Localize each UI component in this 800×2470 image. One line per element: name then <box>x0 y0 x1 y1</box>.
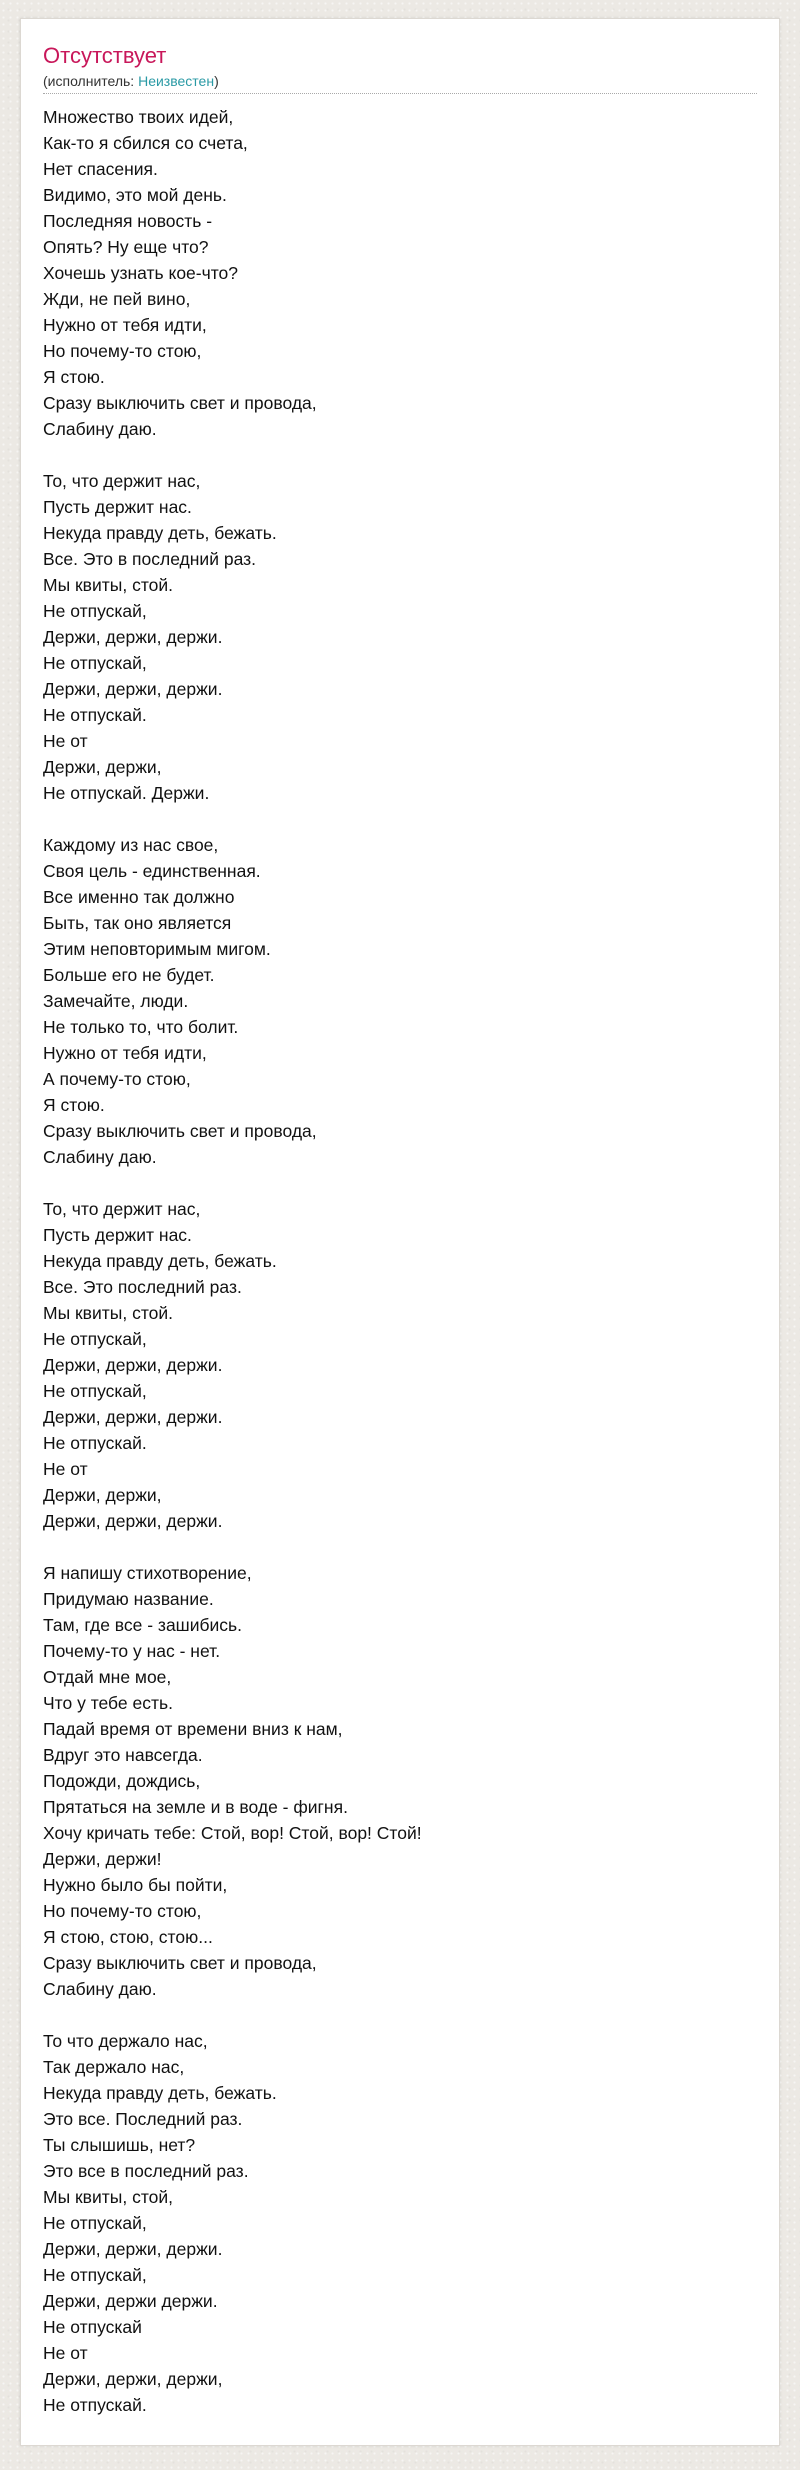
lyric-line: Но почему-то стою, <box>43 341 202 361</box>
byline-suffix: ) <box>214 73 219 89</box>
lyric-line: Как-то я сбился со счета, <box>43 133 248 153</box>
lyric-line: Держи, держи, держи. <box>43 627 223 647</box>
lyric-line: Но почему-то стою, <box>43 1901 202 1921</box>
lyric-line: Нужно от тебя идти, <box>43 315 207 335</box>
lyric-line: Там, где все - зашибись. <box>43 1615 243 1635</box>
lyric-line: То, что держит нас, <box>43 471 201 491</box>
lyric-line: Нет спасения. <box>43 159 158 179</box>
lyric-line: Не отпускай, <box>43 2265 147 2285</box>
lyric-line: Слабину даю. <box>43 419 157 439</box>
lyric-line: Некуда правду деть, бежать. <box>43 1251 277 1271</box>
lyric-line: Сразу выключить свет и провода, <box>43 393 317 413</box>
lyrics-stanza <box>43 832 757 1170</box>
lyrics-stanza <box>43 1196 757 1534</box>
lyric-line: Не отпускай, <box>43 653 147 673</box>
lyric-line: Сразу выключить свет и провода, <box>43 1953 317 1973</box>
lyric-line: Подожди, дождись, <box>43 1771 201 1791</box>
lyric-line: Что у тебе есть. <box>43 1693 173 1713</box>
lyric-line: Мы квиты, стой. <box>43 575 174 595</box>
lyric-line: Я стою. <box>43 1095 105 1115</box>
lyric-line: Не отпускай. <box>43 705 147 725</box>
lyric-line: Держи, держи, держи. <box>43 679 223 699</box>
lyric-line: Слабину даю. <box>43 1147 157 1167</box>
lyric-line: Держи, держи, <box>43 757 162 777</box>
lyric-line: Не отпускай, <box>43 601 147 621</box>
lyric-line: Не отпускай, <box>43 2213 147 2233</box>
lyric-line: Нужно было бы пойти, <box>43 1875 228 1895</box>
song-title: Отсутствует <box>43 43 167 68</box>
lyric-line: То что держало нас, <box>43 2031 208 2051</box>
title-divider <box>43 93 757 94</box>
lyric-line: Опять? Ну еще что? <box>43 237 209 257</box>
lyric-line: Все. Это последний раз. <box>43 1277 242 1297</box>
lyric-line: Держи, держи, держи. <box>43 1355 223 1375</box>
lyric-line: Хочу кричать тебе: Стой, вор! Стой, вор! Стой! <box>43 1823 422 1843</box>
lyric-line: А почему-то стою, <box>43 1069 191 1089</box>
byline-prefix: (исполнитель: <box>43 73 139 89</box>
lyric-line: Почему-то у нас - нет. <box>43 1641 221 1661</box>
lyrics-stanza <box>43 2028 757 2418</box>
lyric-line: То, что держит нас, <box>43 1199 201 1219</box>
lyric-line: Это все в последний раз. <box>43 2161 249 2181</box>
lyric-line: Держи, держи, держи, <box>43 2369 223 2389</box>
lyric-line: Держи, держи держи. <box>43 2291 218 2311</box>
lyric-line: Жди, не пей вино, <box>43 289 191 309</box>
lyric-line: Видимо, это мой день. <box>43 185 227 205</box>
lyrics-text <box>43 104 757 2418</box>
lyric-line: Больше его не будет. <box>43 965 215 985</box>
lyric-line: Не отпускай, <box>43 1381 147 1401</box>
lyric-line: Держи, держи! <box>43 1849 162 1869</box>
lyric-line: Некуда правду деть, бежать. <box>43 523 277 543</box>
lyric-line: Каждому из нас свое, <box>43 835 219 855</box>
lyric-line: Не отпускай. Держи. <box>43 783 210 803</box>
lyric-line: Мы квиты, стой, <box>43 2187 174 2207</box>
lyric-line: Некуда правду деть, бежать. <box>43 2083 277 2103</box>
lyric-line: Держи, держи, держи. <box>43 1511 223 1531</box>
lyric-line: Не только то, что болит. <box>43 1017 239 1037</box>
lyric-line: Этим неповторимым мигом. <box>43 939 271 959</box>
lyric-line: Мы квиты, стой. <box>43 1303 174 1323</box>
lyric-line: Придумаю название. <box>43 1589 214 1609</box>
lyric-line: Не от <box>43 1459 88 1479</box>
lyrics-card <box>20 18 780 2446</box>
lyric-line: Пусть держит нас. <box>43 1225 192 1245</box>
lyric-line: Я стою. <box>43 367 105 387</box>
lyric-line: Все. Это в последний раз. <box>43 549 256 569</box>
lyric-line: Хочешь узнать кое-что? <box>43 263 239 283</box>
lyric-line: Отдай мне мое, <box>43 1667 172 1687</box>
lyric-line: Держи, держи, <box>43 1485 162 1505</box>
lyric-line: Держи, держи, держи. <box>43 1407 223 1427</box>
lyric-line: Быть, так оно является <box>43 913 232 933</box>
lyric-line: Так держало нас, <box>43 2057 185 2077</box>
lyric-line: Не отпускай, <box>43 1329 147 1349</box>
lyric-line: Не от <box>43 731 88 751</box>
lyric-line: Не отпускай. <box>43 2395 147 2415</box>
lyric-line: Слабину даю. <box>43 1979 157 1999</box>
lyric-line: Держи, держи, держи. <box>43 2239 223 2259</box>
lyric-line: Вдруг это навсегда. <box>43 1745 203 1765</box>
lyric-line: Я напишу стихотворение, <box>43 1563 252 1583</box>
lyric-line: Пусть держит нас. <box>43 497 192 517</box>
lyric-line: Не от <box>43 2343 88 2363</box>
artist-link[interactable]: Неизвестен <box>138 73 215 89</box>
lyric-line: Ты слышишь, нет? <box>43 2135 196 2155</box>
lyric-line: Последняя новость - <box>43 211 213 231</box>
lyric-line: Сразу выключить свет и провода, <box>43 1121 317 1141</box>
lyric-line: Множество твоих идей, <box>43 107 234 127</box>
lyrics-stanza <box>43 1560 757 2002</box>
lyric-line: Нужно от тебя идти, <box>43 1043 207 1063</box>
lyric-line: Все именно так должно <box>43 887 235 907</box>
lyric-line: Я стою, стою, стою... <box>43 1927 213 1947</box>
lyrics-stanza <box>43 104 757 442</box>
lyric-line: Это все. Последний раз. <box>43 2109 243 2129</box>
lyric-line: Замечайте, люди. <box>43 991 189 1011</box>
lyrics-stanza <box>43 468 757 806</box>
lyric-line: Прятаться на земле и в воде - фигня. <box>43 1797 348 1817</box>
lyric-line: Не отпускай <box>43 2317 142 2337</box>
lyric-line: Своя цель - единственная. <box>43 861 261 881</box>
lyric-line: Падай время от времени вниз к нам, <box>43 1719 343 1739</box>
artist-byline <box>43 72 757 90</box>
lyric-line: Не отпускай. <box>43 1433 147 1453</box>
